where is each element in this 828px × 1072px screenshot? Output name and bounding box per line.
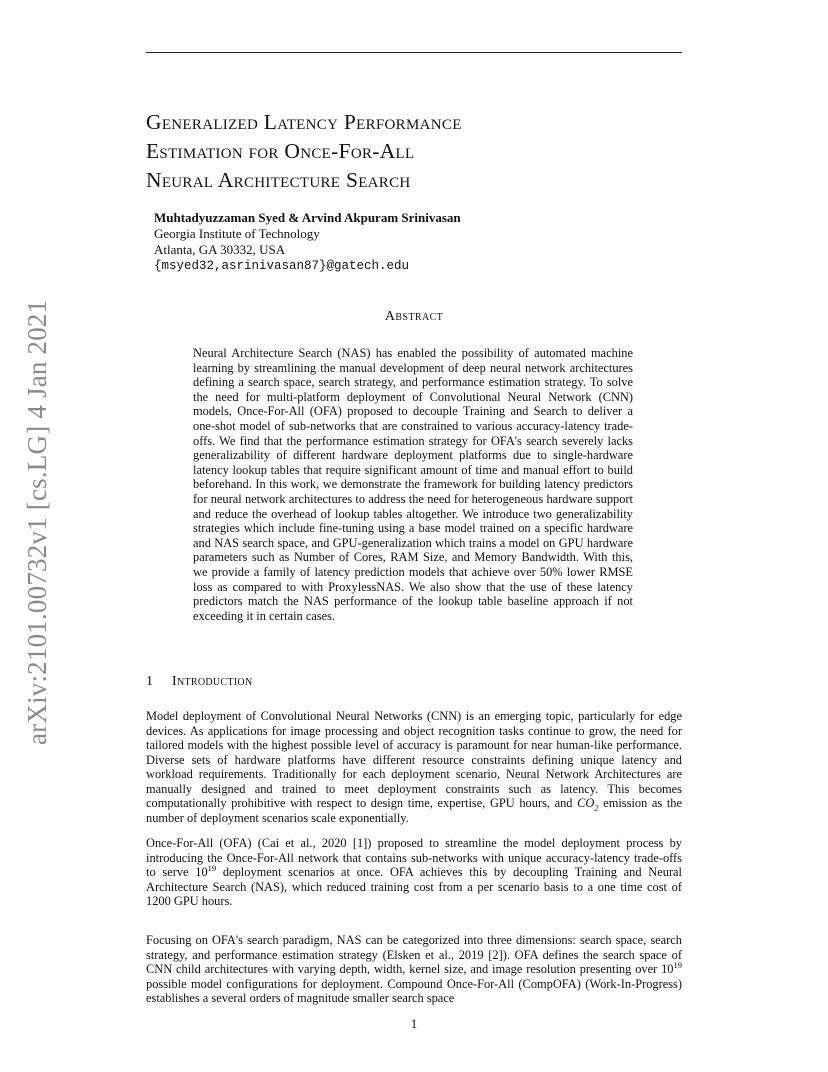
intro-paragraph-1 xyxy=(146,709,682,825)
text-run: deployment scenarios at once. OFA achieves this by decoupling Training and Neural Architecture Search (NAS), which reduced training cost from a per scenario basis to a one time cost of 1200 GPU hours. xyxy=(146,865,682,909)
title-line: Generalized Latency Performance xyxy=(146,110,462,134)
section-heading xyxy=(146,674,252,690)
arxiv-identifier: arXiv:2101.00732v1 [cs.LG] 4 Jan 2021 xyxy=(22,299,52,745)
author-address: Atlanta, GA 30332, USA xyxy=(154,242,286,257)
paragraph-text xyxy=(146,933,682,1006)
text-run: possible model configurations for deployment. Compound Once-For-All (CompOFA) (Work-In-Progress) establishes a several orders of magnitude smaller search space xyxy=(146,976,682,1006)
co2-math xyxy=(577,796,599,813)
author-block xyxy=(154,210,461,274)
author-email: {msyed32,asrinivasan87}@gatech.edu xyxy=(154,259,410,273)
section-title: Introduction xyxy=(172,674,253,689)
title-line: Estimation for Once-For-All xyxy=(146,139,415,163)
text-run: Focusing on OFA's search paradigm, NAS can be categorized into three dimensions: search space, search strategy, and performance estimation strategy (Elsken et al., 2019 [2]). OFA defines the search space of CNN child architectures with varying depth, width, kernel size, and image resolution presenting over 10 xyxy=(146,933,682,977)
paper-title xyxy=(146,108,686,195)
abstract-heading: Abstract xyxy=(384,309,444,324)
abstract-text: Neural Architecture Search (NAS) has enabled the possibility of automated machine learning by streamlining the manual development of deep neural network architectures defining a search space, search strategy, and performance estimation strategy. To solve the need for multi-platform deployment of Convolutional Neural Network (CNN) models, Once-For-All (OFA) proposed to decouple Training and Search to deliver a one-shot model of sub-networks that are constrained to various accuracy-latency trade-offs. We find that the performance estimation strategy for OFA's search severely lacks generalizability of different hardware deployment platforms due to single-hardware latency lookup tables that require significant amount of time and manual effort to build beforehand. In this work, we demonstrate the framework for building latency predictors for neural network architectures to address the need for heterogeneous hardware support and reduce the overhead of lookup tables altogether. We introduce two generalizability strategies which include fine-tuning using a base model trained on a specific hardware and NAS search space, and GPU-generalization which trains a model on GPU hardware parameters such as Number of Cores, RAM Size, and Memory Bandwidth. With this, we provide a family of latency prediction models that achieve over 50% lower RMSE loss as compared to with ProxylessNAS. We also show that the use of these latency predictors match the NAS performance of the lookup table baseline approach if not exceeding it in certain cases. xyxy=(193,346,633,623)
abstract-body xyxy=(193,346,633,623)
text-run: emission as the number of deployment scenarios scale exponentially. xyxy=(146,796,682,825)
paragraph-text xyxy=(146,836,682,909)
section-number: 1 xyxy=(146,674,154,689)
text-run: Model deployment of Convolutional Neural Networks (CNN) is an emerging topic, particularly for edge devices. As applications for image processing and object recognition tasks continue to grow, the need for tailored models with the highest possible level of accuracy is paramount for near human-like performance. Diverse sets of hardware platforms have different resource constraints defining unique latency and workload requirements. Traditionally for each deployment scenario, Neural Network Architectures are manually designed and trained to meet deployment constraints such as latency. This becomes computationally prohibitive with respect to design time, expertise, GPU hours, and xyxy=(146,709,682,811)
title-line: Neural Architecture Search xyxy=(146,168,411,192)
superscript: 19 xyxy=(673,959,682,970)
paragraph-text xyxy=(146,709,682,825)
text-run: Once-For-All (OFA) (Cai et al., 2020 [1]) proposed to streamline the model deployment process by introducing the Once-For-All network that contains sub-networks with unique accuracy-latency trade-offs to serve 10 xyxy=(146,836,682,880)
author-names: Muhtadyuzzaman Syed & Arvind Akpuram Srinivasan xyxy=(154,210,461,225)
author-affiliation: Georgia Institute of Technology xyxy=(154,226,320,241)
math-text: CO xyxy=(577,796,595,811)
math-subscript: 2 xyxy=(594,802,599,813)
page-number: 1 xyxy=(410,1017,418,1031)
intro-paragraph-2 xyxy=(146,836,682,909)
superscript: 19 xyxy=(207,862,217,873)
intro-paragraph-3 xyxy=(146,933,682,1006)
top-rule xyxy=(146,52,682,53)
